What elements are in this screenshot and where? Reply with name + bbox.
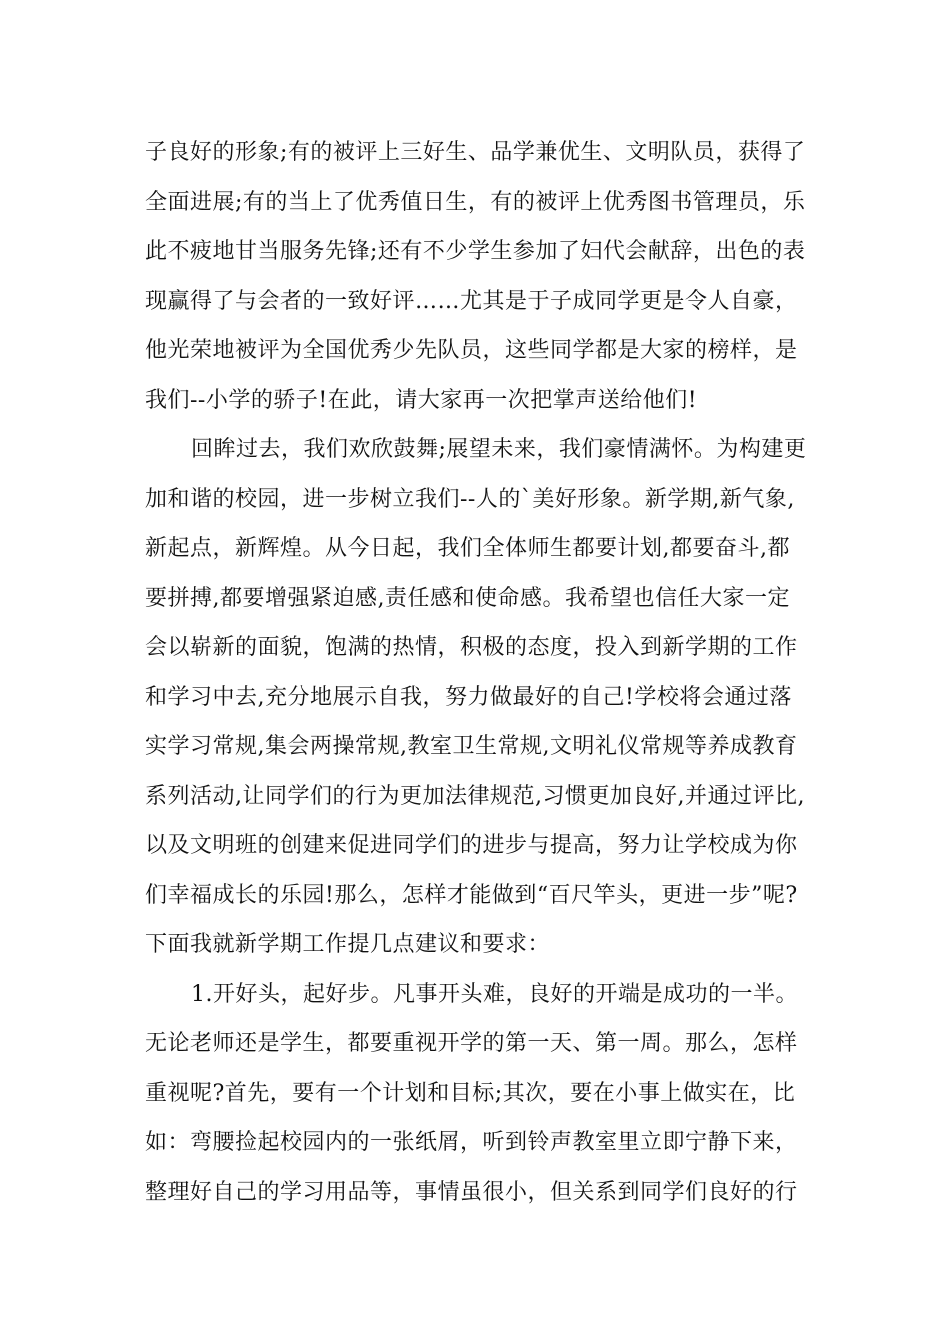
text-line: 新起点，新辉煌。从今日起，我们全体师生都要计划,都要奋斗,都 xyxy=(145,536,790,561)
text-line: 会以崭新的面貌，饱满的热情，积极的态度，投入到新学期的工作 xyxy=(145,635,798,660)
text-line: 重视呢?首先，要有一个计划和目标;其次，要在小事上做实在，比 xyxy=(145,1080,796,1106)
paragraph-start-line: 回眸过去，我们欢欣鼓舞;展望未来，我们豪情满怀。为构建更 xyxy=(191,437,807,462)
text-line: 无论老师还是学生，都要重视开学的第一天、第一周。那么，怎样 xyxy=(145,1031,798,1056)
text-line: 此不疲地甘当服务先锋;还有不少学生参加了妇代会献辞，出色的表 xyxy=(145,239,806,264)
text-line: 加和谐的校园，进一步树立我们--人的`美好形象。新学期,新气象, xyxy=(145,486,795,512)
document-body xyxy=(145,128,815,1217)
text-line: 整理好自己的学习用品等，事情虽很小，但关系到同学们良好的行 xyxy=(145,1179,798,1205)
text-line: 子良好的形象;有的被评上三好生、品学兼优生、文明队员，获得了 xyxy=(145,140,806,165)
text-line: 现赢得了与会者的一致好评……尤其是于子成同学更是令人自豪， xyxy=(145,288,798,314)
text-line: 系列活动,让同学们的行为更加法律规范,习惯更加良好,并通过评比, xyxy=(145,783,805,809)
text-line: 全面进展;有的当上了优秀值日生，有的被评上优秀图书管理员，乐 xyxy=(145,189,806,215)
text-line: 和学习中去,充分地展示自我，努力做最好的自己!学校将会通过落 xyxy=(145,684,792,710)
text-line: 要拼搏,都要增强紧迫感,责任感和使命感。我希望也信任大家一定 xyxy=(145,585,790,611)
paragraph-start-line: 1.开好头，起好步。凡事开头难，良好的开端是成功的一半。 xyxy=(191,981,798,1007)
text-line: 下面我就新学期工作提几点建议和要求： xyxy=(145,932,551,957)
text-line: 他光荣地被评为全国优秀少先队员，这些同学都是大家的榜样，是 xyxy=(145,338,798,363)
text-line: 以及文明班的创建来促进同学们的进步与提高，努力让学校成为你 xyxy=(145,833,798,858)
text-line: 们幸福成长的乐园!那么，怎样才能做到“百尺竿头，更进一步”呢? xyxy=(145,882,798,908)
text-line: 如：弯腰捡起校园内的一张纸屑，听到铃声教室里立即宁静下来， xyxy=(145,1130,798,1155)
text-line: 实学习常规,集会两操常规,教室卫生常规,文明礼仪常规等养成教育 xyxy=(145,734,798,759)
text-line: 我们--小学的骄子!在此，请大家再一次把掌声送给他们! xyxy=(145,387,698,413)
